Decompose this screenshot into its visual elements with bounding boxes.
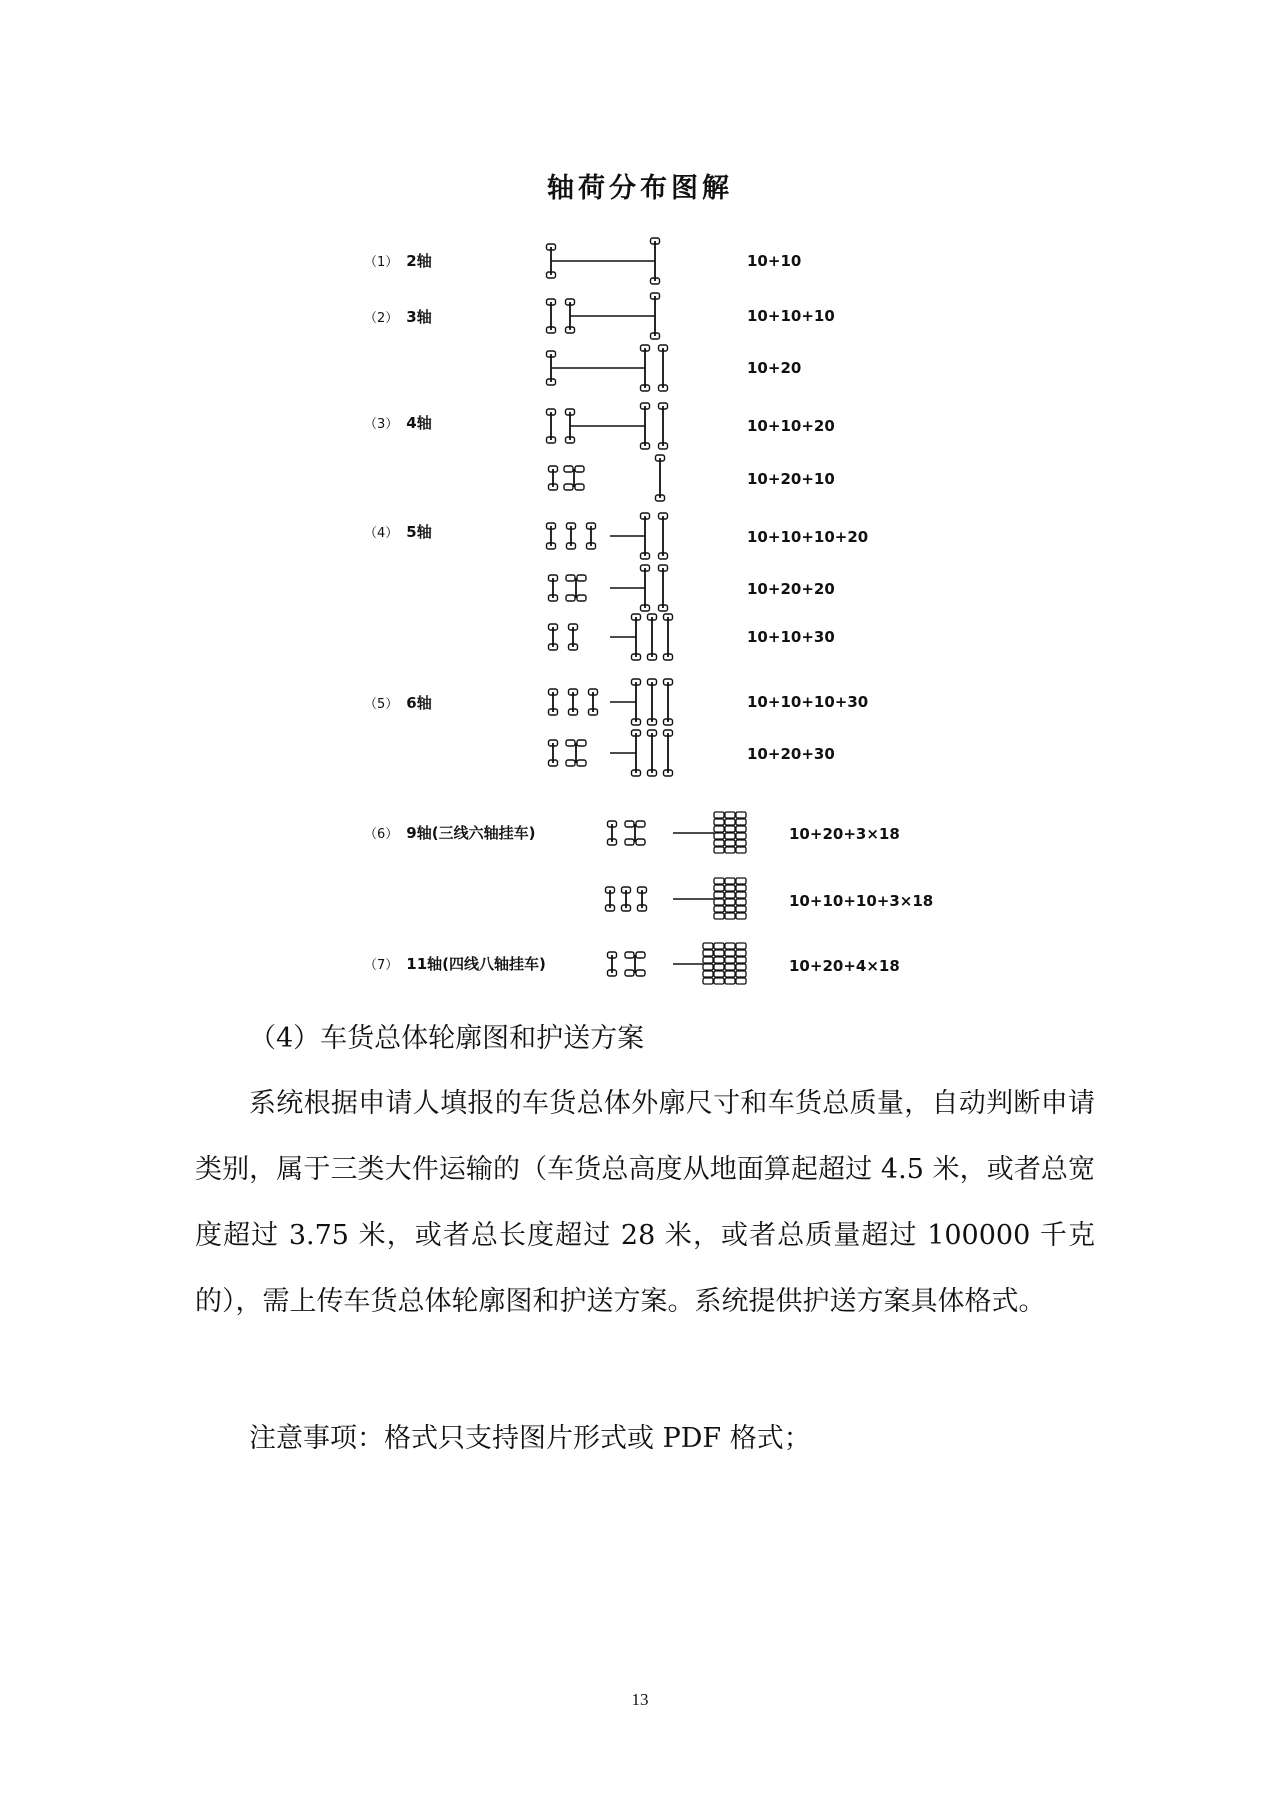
trailer-wheel-mark — [725, 840, 735, 846]
wheel-mark — [577, 595, 586, 601]
trailer-wheel-mark — [725, 957, 735, 963]
trailer-wheel-mark — [714, 899, 724, 905]
trailer-wheel-mark — [714, 913, 724, 919]
figure-title: 轴荷分布图解 — [547, 173, 733, 204]
trailer-wheel-mark — [736, 957, 746, 963]
trailer-wheel-mark — [736, 971, 746, 977]
trailer-wheel-mark — [714, 971, 724, 977]
axle-load-label: 10+10+20 — [747, 417, 835, 435]
wheel-mark — [564, 466, 573, 472]
wheel-mark — [566, 760, 575, 766]
trailer-wheel-mark — [725, 906, 735, 912]
axle-group-label: （4） 5轴 — [364, 523, 432, 541]
trailer-wheel-mark — [714, 957, 724, 963]
trailer-wheel-mark — [725, 964, 735, 970]
axle-load-label: 10+10+10 — [747, 307, 835, 325]
trailer-wheel-mark — [736, 840, 746, 846]
trailer-wheel-mark — [736, 906, 746, 912]
trailer-wheel-mark — [703, 943, 713, 949]
axle-load-label: 10+20+30 — [747, 745, 835, 763]
trailer-wheel-mark — [725, 892, 735, 898]
trailer-wheel-mark — [725, 833, 735, 839]
trailer-wheel-mark — [703, 964, 713, 970]
wheel-mark — [636, 952, 645, 958]
wheel-mark — [625, 821, 634, 827]
wheel-mark — [636, 839, 645, 845]
trailer-wheel-mark — [725, 826, 735, 832]
axle-load-label: 10+20+10 — [747, 470, 835, 488]
wheel-mark — [564, 484, 573, 490]
trailer-wheel-mark — [725, 812, 735, 818]
wheel-mark — [566, 595, 575, 601]
trailer-wheel-mark — [736, 826, 746, 832]
wheel-mark — [566, 575, 575, 581]
trailer-wheel-mark — [736, 899, 746, 905]
trailer-wheel-mark — [725, 978, 735, 984]
note-paragraph: 注意事项：格式只支持图片形式或 PDF 格式； — [249, 1423, 811, 1454]
trailer-wheel-mark — [736, 950, 746, 956]
trailer-wheel-mark — [725, 943, 735, 949]
axle-group-label: （7） 11轴(四线八轴挂车) — [364, 955, 546, 973]
trailer-wheel-mark — [714, 833, 724, 839]
trailer-wheel-mark — [714, 906, 724, 912]
page-number: 13 — [631, 1690, 649, 1709]
wheel-mark — [636, 970, 645, 976]
trailer-wheel-mark — [725, 899, 735, 905]
trailer-wheel-mark — [736, 978, 746, 984]
trailer-wheel-mark — [736, 885, 746, 891]
axle-load-label: 10+10+10+30 — [747, 693, 869, 711]
axle-load-label: 10+20+20 — [747, 580, 835, 598]
trailer-wheel-mark — [736, 892, 746, 898]
axle-group-label: （2） 3轴 — [364, 308, 432, 326]
trailer-wheel-mark — [714, 840, 724, 846]
trailer-wheel-mark — [703, 950, 713, 956]
trailer-wheel-mark — [714, 964, 724, 970]
wheel-mark — [625, 952, 634, 958]
trailer-wheel-mark — [736, 833, 746, 839]
body-paragraph: 系统根据申请人填报的车货总体外廓尺寸和车货总质量，自动判断申请类别，属于三类大件运输的（车货总高度从地面算起超过 4.5 米，或者总宽度超过 3.75 米，或者总长度超过 28 米，或者总质量超过 100000 千克的），需上传车货总体轮廓图和护送方案。系统提供护送方案具体格式。 — [195, 1088, 1095, 1317]
trailer-wheel-mark — [736, 943, 746, 949]
trailer-wheel-mark — [725, 819, 735, 825]
trailer-wheel-mark — [736, 819, 746, 825]
wheel-mark — [577, 740, 586, 746]
axle-group-label: （5） 6轴 — [364, 694, 432, 712]
trailer-wheel-mark — [703, 978, 713, 984]
trailer-wheel-mark — [736, 964, 746, 970]
trailer-wheel-mark — [714, 978, 724, 984]
trailer-wheel-mark — [703, 957, 713, 963]
trailer-wheel-mark — [714, 885, 724, 891]
trailer-wheel-mark — [736, 847, 746, 853]
trailer-wheel-mark — [736, 878, 746, 884]
wheel-mark — [575, 466, 584, 472]
trailer-wheel-mark — [714, 819, 724, 825]
wheel-mark — [577, 760, 586, 766]
axle-load-label: 10+10 — [747, 252, 802, 270]
trailer-wheel-mark — [714, 950, 724, 956]
trailer-wheel-mark — [736, 812, 746, 818]
trailer-wheel-mark — [725, 950, 735, 956]
axle-load-label: 10+20 — [747, 359, 802, 377]
axle-group-label: （1） 2轴 — [364, 252, 432, 270]
wheel-mark — [636, 821, 645, 827]
trailer-wheel-mark — [725, 878, 735, 884]
trailer-wheel-mark — [714, 878, 724, 884]
section-heading: （4）车货总体轮廓图和护送方案 — [249, 1023, 645, 1054]
axle-load-label: 10+10+30 — [747, 628, 835, 646]
trailer-wheel-mark — [703, 971, 713, 977]
trailer-wheel-mark — [714, 943, 724, 949]
wheel-mark — [566, 740, 575, 746]
axle-group-label: （3） 4轴 — [364, 414, 432, 432]
axle-load-label: 10+10+10+20 — [747, 528, 869, 546]
axle-group-label: （6） 9轴(三线六轴挂车) — [364, 824, 536, 842]
trailer-wheel-mark — [736, 913, 746, 919]
trailer-wheel-mark — [725, 847, 735, 853]
trailer-wheel-mark — [725, 885, 735, 891]
trailer-wheel-mark — [714, 826, 724, 832]
axle-load-label: 10+20+3×18 — [789, 825, 900, 843]
trailer-wheel-mark — [725, 913, 735, 919]
trailer-wheel-mark — [714, 847, 724, 853]
wheel-mark — [625, 970, 634, 976]
axle-load-label: 10+20+4×18 — [789, 957, 900, 975]
axle-load-label: 10+10+10+3×18 — [789, 892, 934, 910]
wheel-mark — [625, 839, 634, 845]
trailer-wheel-mark — [725, 971, 735, 977]
wheel-mark — [575, 484, 584, 490]
trailer-wheel-mark — [714, 812, 724, 818]
trailer-wheel-mark — [714, 892, 724, 898]
wheel-mark — [577, 575, 586, 581]
